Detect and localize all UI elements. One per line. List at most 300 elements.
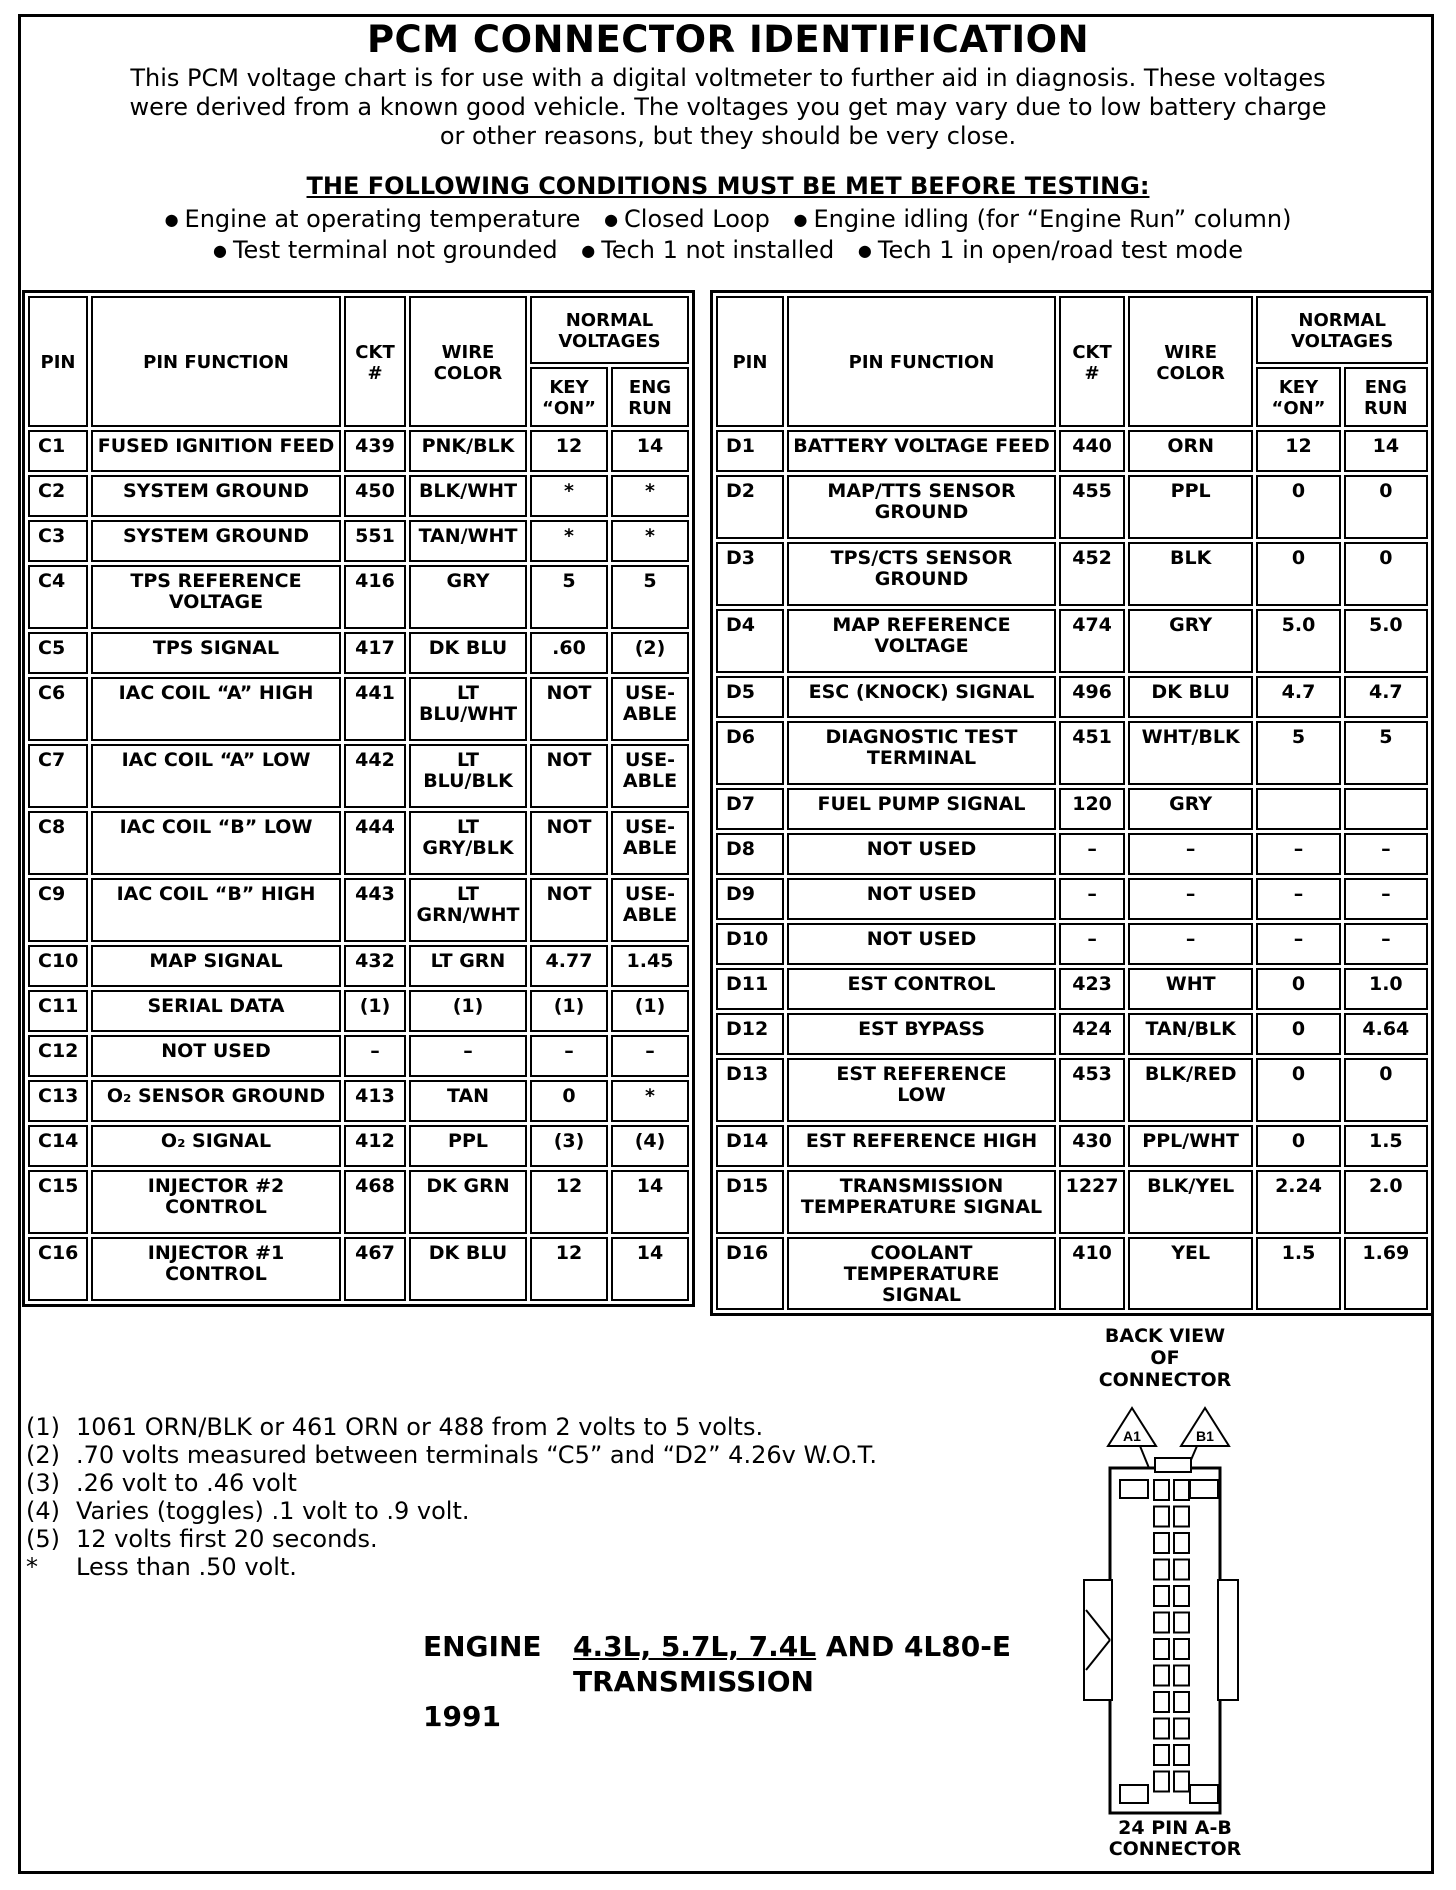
cell-key: NOT bbox=[530, 811, 608, 875]
cell-key: 5 bbox=[1256, 721, 1340, 785]
cell-wire: PPL bbox=[1128, 475, 1253, 539]
cell-pin: D5 bbox=[716, 676, 784, 718]
cell-key: (1) bbox=[530, 990, 608, 1032]
cell-key: – bbox=[1256, 878, 1340, 920]
pin-cavity bbox=[1154, 1586, 1169, 1606]
model-year: 1991 bbox=[423, 1700, 501, 1733]
cell-pin: C14 bbox=[28, 1125, 88, 1167]
cell-pin: D14 bbox=[716, 1125, 784, 1167]
pin-cavity bbox=[1174, 1507, 1189, 1527]
cell-function: FUSED IGNITION FEED bbox=[91, 430, 341, 472]
cell-run: 5.0 bbox=[1344, 609, 1428, 673]
table-row bbox=[716, 1058, 1428, 1122]
cell-key bbox=[1256, 788, 1340, 830]
pin-cavity bbox=[1174, 1692, 1189, 1712]
cell-wire: YEL bbox=[1128, 1237, 1253, 1310]
pin-cavity bbox=[1154, 1613, 1169, 1633]
cell-wire: – bbox=[1128, 878, 1253, 920]
connector-diagram bbox=[1070, 1400, 1250, 1820]
cell-wire: – bbox=[409, 1035, 527, 1077]
cell-run: USE- ABLE bbox=[611, 744, 689, 808]
cell-wire: DK GRN bbox=[409, 1170, 527, 1234]
cell-pin: D15 bbox=[716, 1170, 784, 1234]
pin-cavity bbox=[1174, 1639, 1189, 1659]
cell-key: NOT bbox=[530, 744, 608, 808]
cell-key: 0 bbox=[1256, 1125, 1340, 1167]
cell-run: 14 bbox=[611, 430, 689, 472]
cell-run: 1.45 bbox=[611, 945, 689, 987]
cell-ckt: 444 bbox=[344, 811, 406, 875]
table-row bbox=[716, 430, 1428, 472]
cell-function: SERIAL DATA bbox=[91, 990, 341, 1032]
connector-caption-bottom: 24 PIN A-B CONNECTOR bbox=[1108, 1817, 1242, 1860]
cell-ckt: 410 bbox=[1059, 1237, 1125, 1310]
cell-run: (2) bbox=[611, 632, 689, 674]
cell-key: NOT bbox=[530, 677, 608, 741]
cell-ckt: 455 bbox=[1059, 475, 1125, 539]
engine-line bbox=[423, 1630, 1011, 1663]
connector-key bbox=[1190, 1480, 1218, 1498]
cell-wire: GRY bbox=[1128, 788, 1253, 830]
conditions-row-2 bbox=[0, 236, 1456, 264]
cell-pin: C12 bbox=[28, 1035, 88, 1077]
cell-pin: C6 bbox=[28, 677, 88, 741]
cell-key: 0 bbox=[1256, 475, 1340, 539]
cell-pin: C16 bbox=[28, 1237, 88, 1301]
cell-key: 5 bbox=[530, 565, 608, 629]
cell-function: COOLANT TEMPERATURE SIGNAL bbox=[787, 1237, 1056, 1310]
cell-pin: C7 bbox=[28, 744, 88, 808]
cell-pin: D3 bbox=[716, 542, 784, 606]
cell-function: DIAGNOSTIC TEST TERMINAL bbox=[787, 721, 1056, 785]
cell-pin: C1 bbox=[28, 430, 88, 472]
cell-run: 14 bbox=[611, 1237, 689, 1301]
cell-pin: D1 bbox=[716, 430, 784, 472]
cell-ckt: 1227 bbox=[1059, 1170, 1125, 1234]
cell-wire: DK BLU bbox=[409, 632, 527, 674]
cell-function: FUEL PUMP SIGNAL bbox=[787, 788, 1056, 830]
cell-run: 5 bbox=[1344, 721, 1428, 785]
cell-wire: LT BLU/WHT bbox=[409, 677, 527, 741]
pin-cavity bbox=[1154, 1666, 1169, 1686]
cell-wire: (1) bbox=[409, 990, 527, 1032]
engine-transmission-model: AND 4L80-E bbox=[816, 1630, 1011, 1663]
pin-cavity bbox=[1174, 1560, 1189, 1580]
cell-function: BATTERY VOLTAGE FEED bbox=[787, 430, 1056, 472]
footnote: * Less than .50 volt. bbox=[26, 1553, 297, 1581]
cell-function: NOT USED bbox=[787, 833, 1056, 875]
cell-run: 0 bbox=[1344, 1058, 1428, 1122]
cell-ckt: 416 bbox=[344, 565, 406, 629]
cell-run: USE- ABLE bbox=[611, 878, 689, 942]
cell-wire: TAN bbox=[409, 1080, 527, 1122]
table-row bbox=[28, 811, 689, 875]
cell-ckt: 430 bbox=[1059, 1125, 1125, 1167]
cell-pin: C9 bbox=[28, 878, 88, 942]
cell-key: .60 bbox=[530, 632, 608, 674]
cell-wire: LT GRN/WHT bbox=[409, 878, 527, 942]
pin-cavity bbox=[1154, 1719, 1169, 1739]
footnote: (5) 12 volts first 20 seconds. bbox=[26, 1525, 378, 1553]
cell-key: 0 bbox=[1256, 1058, 1340, 1122]
cell-run: (1) bbox=[611, 990, 689, 1032]
cell-ckt: 439 bbox=[344, 430, 406, 472]
intro-line: were derived from a known good vehicle. The voltages you get may vary due to low battery charge bbox=[129, 93, 1327, 121]
col-header-pin: PIN bbox=[716, 296, 784, 427]
pin-cavity bbox=[1174, 1586, 1189, 1606]
cell-ckt: 496 bbox=[1059, 676, 1125, 718]
pin-cavity bbox=[1154, 1560, 1169, 1580]
cell-wire: PPL/WHT bbox=[1128, 1125, 1253, 1167]
cell-run: 1.69 bbox=[1344, 1237, 1428, 1310]
table-row bbox=[28, 520, 689, 562]
cell-pin: C11 bbox=[28, 990, 88, 1032]
cell-pin: D13 bbox=[716, 1058, 784, 1122]
cell-key: * bbox=[530, 520, 608, 562]
cell-function: TPS SIGNAL bbox=[91, 632, 341, 674]
d-table-body bbox=[716, 430, 1428, 1310]
cell-key: 0 bbox=[1256, 968, 1340, 1010]
table-row bbox=[28, 475, 689, 517]
cell-wire: BLK bbox=[1128, 542, 1253, 606]
cell-ckt: 442 bbox=[344, 744, 406, 808]
table-row bbox=[28, 744, 689, 808]
cell-function: ESC (KNOCK) SIGNAL bbox=[787, 676, 1056, 718]
cell-wire: ORN bbox=[1128, 430, 1253, 472]
cell-pin: D16 bbox=[716, 1237, 784, 1310]
col-header-function: PIN FUNCTION bbox=[787, 296, 1056, 427]
cell-function: O₂ SENSOR GROUND bbox=[91, 1080, 341, 1122]
footnote: (4) Varies (toggles) .1 volt to .9 volt. bbox=[26, 1497, 470, 1525]
cell-function: IAC COIL “B” HIGH bbox=[91, 878, 341, 942]
cell-ckt: 412 bbox=[344, 1125, 406, 1167]
cell-ckt: 432 bbox=[344, 945, 406, 987]
col-header-key-on: KEY “ON” bbox=[530, 367, 608, 427]
cell-key: * bbox=[530, 475, 608, 517]
cell-wire: DK BLU bbox=[409, 1237, 527, 1301]
cell-wire: – bbox=[1128, 833, 1253, 875]
svg-text:B1: B1 bbox=[1196, 1428, 1214, 1444]
table-row bbox=[716, 788, 1428, 830]
table-row bbox=[28, 565, 689, 629]
cell-wire: BLK/WHT bbox=[409, 475, 527, 517]
cell-key: 12 bbox=[1256, 430, 1340, 472]
table-row bbox=[716, 1237, 1428, 1310]
cell-ckt: 440 bbox=[1059, 430, 1125, 472]
engine-models: 4.3L, 5.7L, 7.4L bbox=[573, 1630, 817, 1663]
cell-pin: C10 bbox=[28, 945, 88, 987]
cell-key: – bbox=[1256, 833, 1340, 875]
cell-wire: DK BLU bbox=[1128, 676, 1253, 718]
cell-wire: GRY bbox=[1128, 609, 1253, 673]
cell-function: IAC COIL “A” LOW bbox=[91, 744, 341, 808]
table-row bbox=[28, 990, 689, 1032]
cell-pin: D11 bbox=[716, 968, 784, 1010]
table-row bbox=[716, 833, 1428, 875]
footnotes bbox=[26, 1413, 877, 1581]
footnote: (3) .26 volt to .46 volt bbox=[26, 1469, 297, 1497]
cell-run: USE- ABLE bbox=[611, 811, 689, 875]
pin-cavity bbox=[1154, 1745, 1169, 1765]
col-header-normal-voltages: NORMAL VOLTAGES bbox=[530, 296, 689, 364]
pin-cavity bbox=[1174, 1666, 1189, 1686]
cell-ckt: 441 bbox=[344, 677, 406, 741]
cell-pin: D9 bbox=[716, 878, 784, 920]
table-row bbox=[28, 632, 689, 674]
cell-function: IAC COIL “B” LOW bbox=[91, 811, 341, 875]
cell-pin: C4 bbox=[28, 565, 88, 629]
table-row bbox=[716, 1170, 1428, 1234]
col-header-eng-run: ENG RUN bbox=[611, 367, 689, 427]
cell-wire: BLK/YEL bbox=[1128, 1170, 1253, 1234]
cell-pin: D4 bbox=[716, 609, 784, 673]
cell-function: NOT USED bbox=[787, 878, 1056, 920]
table-row bbox=[28, 1237, 689, 1301]
cell-key: – bbox=[1256, 923, 1340, 965]
cell-function: EST REFERENCE HIGH bbox=[787, 1125, 1056, 1167]
pin-cavity bbox=[1174, 1719, 1189, 1739]
cell-pin: C15 bbox=[28, 1170, 88, 1234]
pin-cavity bbox=[1174, 1480, 1189, 1500]
cell-function: SYSTEM GROUND bbox=[91, 475, 341, 517]
table-row bbox=[716, 1013, 1428, 1055]
cell-run: 2.0 bbox=[1344, 1170, 1428, 1234]
connector-key bbox=[1190, 1785, 1218, 1803]
cell-function: TRANSMISSION TEMPERATURE SIGNAL bbox=[787, 1170, 1056, 1234]
condition-item: ● Engine idling (for “Engine Run” column) bbox=[793, 205, 1291, 233]
d-pin-table bbox=[710, 290, 1434, 1316]
page-title: PCM CONNECTOR IDENTIFICATION bbox=[366, 18, 1090, 61]
conditions-row-1 bbox=[0, 205, 1456, 233]
cell-key: 0 bbox=[1256, 542, 1340, 606]
cell-ckt: 423 bbox=[1059, 968, 1125, 1010]
cell-function: IAC COIL “A” HIGH bbox=[91, 677, 341, 741]
cell-wire: LT GRY/BLK bbox=[409, 811, 527, 875]
table-row bbox=[716, 968, 1428, 1010]
cell-pin: D12 bbox=[716, 1013, 784, 1055]
col-header-key-on: KEY “ON” bbox=[1256, 367, 1340, 427]
cell-wire: LT BLU/BLK bbox=[409, 744, 527, 808]
table-row bbox=[28, 878, 689, 942]
table-row bbox=[716, 609, 1428, 673]
pin-cavity bbox=[1154, 1772, 1169, 1792]
cell-ckt: 443 bbox=[344, 878, 406, 942]
cell-run: – bbox=[1344, 923, 1428, 965]
col-header-pin: PIN bbox=[28, 296, 88, 427]
pin-cavity bbox=[1174, 1533, 1189, 1553]
cell-ckt: 453 bbox=[1059, 1058, 1125, 1122]
cell-pin: D2 bbox=[716, 475, 784, 539]
cell-wire: TAN/WHT bbox=[409, 520, 527, 562]
intro-line: This PCM voltage chart is for use with a digital voltmeter to further aid in diagnosis. These voltages bbox=[130, 64, 1326, 92]
cell-wire: LT GRN bbox=[409, 945, 527, 987]
cell-wire: TAN/BLK bbox=[1128, 1013, 1253, 1055]
cell-pin: C13 bbox=[28, 1080, 88, 1122]
cell-run: 0 bbox=[1344, 542, 1428, 606]
col-header-ckt: CKT # bbox=[344, 296, 406, 427]
cell-ckt: 424 bbox=[1059, 1013, 1125, 1055]
cell-ckt: – bbox=[1059, 923, 1125, 965]
cell-function: MAP SIGNAL bbox=[91, 945, 341, 987]
connector-key bbox=[1120, 1785, 1148, 1803]
table-row bbox=[28, 1080, 689, 1122]
table-row bbox=[28, 1125, 689, 1167]
cell-key: 2.24 bbox=[1256, 1170, 1340, 1234]
cell-ckt: 452 bbox=[1059, 542, 1125, 606]
cell-run: 1.0 bbox=[1344, 968, 1428, 1010]
connector-key bbox=[1120, 1480, 1148, 1498]
footnote: (1) 1061 ORN/BLK or 461 ORN or 488 from 2 volts to 5 volts. bbox=[26, 1413, 764, 1441]
cell-function: TPS/CTS SENSOR GROUND bbox=[787, 542, 1056, 606]
cell-ckt: 450 bbox=[344, 475, 406, 517]
c-pin-table bbox=[22, 290, 695, 1307]
col-header-normal-voltages: NORMAL VOLTAGES bbox=[1256, 296, 1428, 364]
cell-key: 4.7 bbox=[1256, 676, 1340, 718]
cell-function: TPS REFERENCE VOLTAGE bbox=[91, 565, 341, 629]
cell-run: – bbox=[1344, 833, 1428, 875]
table-row bbox=[716, 721, 1428, 785]
cell-run bbox=[1344, 788, 1428, 830]
cell-ckt: 467 bbox=[344, 1237, 406, 1301]
cell-run: (4) bbox=[611, 1125, 689, 1167]
cell-key: 1.5 bbox=[1256, 1237, 1340, 1310]
conditions-title: THE FOLLOWING CONDITIONS MUST BE MET BEFORE TESTING: bbox=[306, 172, 1150, 200]
engine-label: ENGINE bbox=[423, 1630, 542, 1663]
cell-run: 14 bbox=[611, 1170, 689, 1234]
pin-cavity bbox=[1174, 1745, 1189, 1765]
connector-side-tab bbox=[1218, 1580, 1238, 1700]
cell-function: MAP/TTS SENSOR GROUND bbox=[787, 475, 1056, 539]
table-row bbox=[28, 677, 689, 741]
cell-run: – bbox=[611, 1035, 689, 1077]
intro-line: or other reasons, but they should be very close. bbox=[439, 122, 1017, 150]
cell-pin: D7 bbox=[716, 788, 784, 830]
cell-ckt: 417 bbox=[344, 632, 406, 674]
pin-cavity bbox=[1154, 1692, 1169, 1712]
cell-pin: C8 bbox=[28, 811, 88, 875]
pin-cavity bbox=[1174, 1772, 1189, 1792]
cell-wire: PNK/BLK bbox=[409, 430, 527, 472]
table-row bbox=[716, 475, 1428, 539]
cell-ckt: – bbox=[1059, 878, 1125, 920]
cell-function: INJECTOR #2 CONTROL bbox=[91, 1170, 341, 1234]
cell-function: EST REFERENCE LOW bbox=[787, 1058, 1056, 1122]
cell-ckt: 120 bbox=[1059, 788, 1125, 830]
cell-key: 12 bbox=[530, 1237, 608, 1301]
cell-run: * bbox=[611, 520, 689, 562]
cell-function: MAP REFERENCE VOLTAGE bbox=[787, 609, 1056, 673]
pin-cavity bbox=[1154, 1639, 1169, 1659]
cell-key: 12 bbox=[530, 430, 608, 472]
cell-key: – bbox=[530, 1035, 608, 1077]
cell-run: USE- ABLE bbox=[611, 677, 689, 741]
connector-side-tab bbox=[1084, 1580, 1112, 1700]
cell-key: NOT bbox=[530, 878, 608, 942]
cell-function: O₂ SIGNAL bbox=[91, 1125, 341, 1167]
cell-ckt: 474 bbox=[1059, 609, 1125, 673]
cell-wire: – bbox=[1128, 923, 1253, 965]
pin-cavity bbox=[1154, 1507, 1169, 1527]
col-header-eng-run: ENG RUN bbox=[1344, 367, 1428, 427]
cell-ckt: 413 bbox=[344, 1080, 406, 1122]
table-row bbox=[716, 923, 1428, 965]
svg-text:A1: A1 bbox=[1123, 1428, 1141, 1444]
condition-item: ● Test terminal not grounded bbox=[213, 236, 558, 264]
condition-item: ● Closed Loop bbox=[604, 205, 770, 233]
cell-run: 1.5 bbox=[1344, 1125, 1428, 1167]
cell-run: 0 bbox=[1344, 475, 1428, 539]
cell-ckt: 468 bbox=[344, 1170, 406, 1234]
cell-ckt: 451 bbox=[1059, 721, 1125, 785]
intro-paragraph bbox=[60, 64, 1396, 151]
cell-function: SYSTEM GROUND bbox=[91, 520, 341, 562]
cell-function: NOT USED bbox=[787, 923, 1056, 965]
cell-key: 5.0 bbox=[1256, 609, 1340, 673]
cell-pin: C3 bbox=[28, 520, 88, 562]
cell-pin: D6 bbox=[716, 721, 784, 785]
col-header-wire: WIRE COLOR bbox=[409, 296, 527, 427]
table-row bbox=[716, 676, 1428, 718]
cell-key: 12 bbox=[530, 1170, 608, 1234]
cell-run: * bbox=[611, 1080, 689, 1122]
table-row bbox=[716, 878, 1428, 920]
col-header-ckt: CKT # bbox=[1059, 296, 1125, 427]
connector-latch bbox=[1155, 1458, 1191, 1472]
connector-caption-top: BACK VIEW OF CONNECTOR bbox=[1098, 1325, 1232, 1391]
cell-ckt: 551 bbox=[344, 520, 406, 562]
condition-item: ● Engine at operating temperature bbox=[165, 205, 581, 233]
c-table-body bbox=[28, 430, 689, 1301]
cell-wire: PPL bbox=[409, 1125, 527, 1167]
cell-wire: WHT/BLK bbox=[1128, 721, 1253, 785]
cell-ckt: – bbox=[344, 1035, 406, 1077]
cell-wire: BLK/RED bbox=[1128, 1058, 1253, 1122]
cell-run: 5 bbox=[611, 565, 689, 629]
table-row bbox=[28, 1035, 689, 1077]
cell-pin: C2 bbox=[28, 475, 88, 517]
pin-cavity bbox=[1154, 1533, 1169, 1553]
transmission-label: TRANSMISSION bbox=[573, 1665, 814, 1698]
cell-wire: GRY bbox=[409, 565, 527, 629]
pin-cavity bbox=[1174, 1613, 1189, 1633]
cell-key: 4.77 bbox=[530, 945, 608, 987]
condition-item: ● Tech 1 in open/road test mode bbox=[858, 236, 1243, 264]
cell-pin: D8 bbox=[716, 833, 784, 875]
cell-key: 0 bbox=[1256, 1013, 1340, 1055]
cell-run: 14 bbox=[1344, 430, 1428, 472]
cell-key: (3) bbox=[530, 1125, 608, 1167]
cell-run: 4.7 bbox=[1344, 676, 1428, 718]
pin-cavity bbox=[1154, 1480, 1169, 1500]
cell-wire: WHT bbox=[1128, 968, 1253, 1010]
cell-function: NOT USED bbox=[91, 1035, 341, 1077]
table-row bbox=[28, 945, 689, 987]
col-header-function: PIN FUNCTION bbox=[91, 296, 341, 427]
cell-run: * bbox=[611, 475, 689, 517]
cell-function: INJECTOR #1 CONTROL bbox=[91, 1237, 341, 1301]
condition-item: ● Tech 1 not installed bbox=[581, 236, 834, 264]
cell-run: – bbox=[1344, 878, 1428, 920]
cell-function: EST BYPASS bbox=[787, 1013, 1056, 1055]
footnote: (2) .70 volts measured between terminals “C5” and “D2” 4.26v W.O.T. bbox=[26, 1441, 878, 1469]
col-header-wire: WIRE COLOR bbox=[1128, 296, 1253, 427]
cell-pin: C5 bbox=[28, 632, 88, 674]
table-row bbox=[28, 1170, 689, 1234]
table-row bbox=[716, 1125, 1428, 1167]
cell-pin: D10 bbox=[716, 923, 784, 965]
cell-key: 0 bbox=[530, 1080, 608, 1122]
cell-function: EST CONTROL bbox=[787, 968, 1056, 1010]
